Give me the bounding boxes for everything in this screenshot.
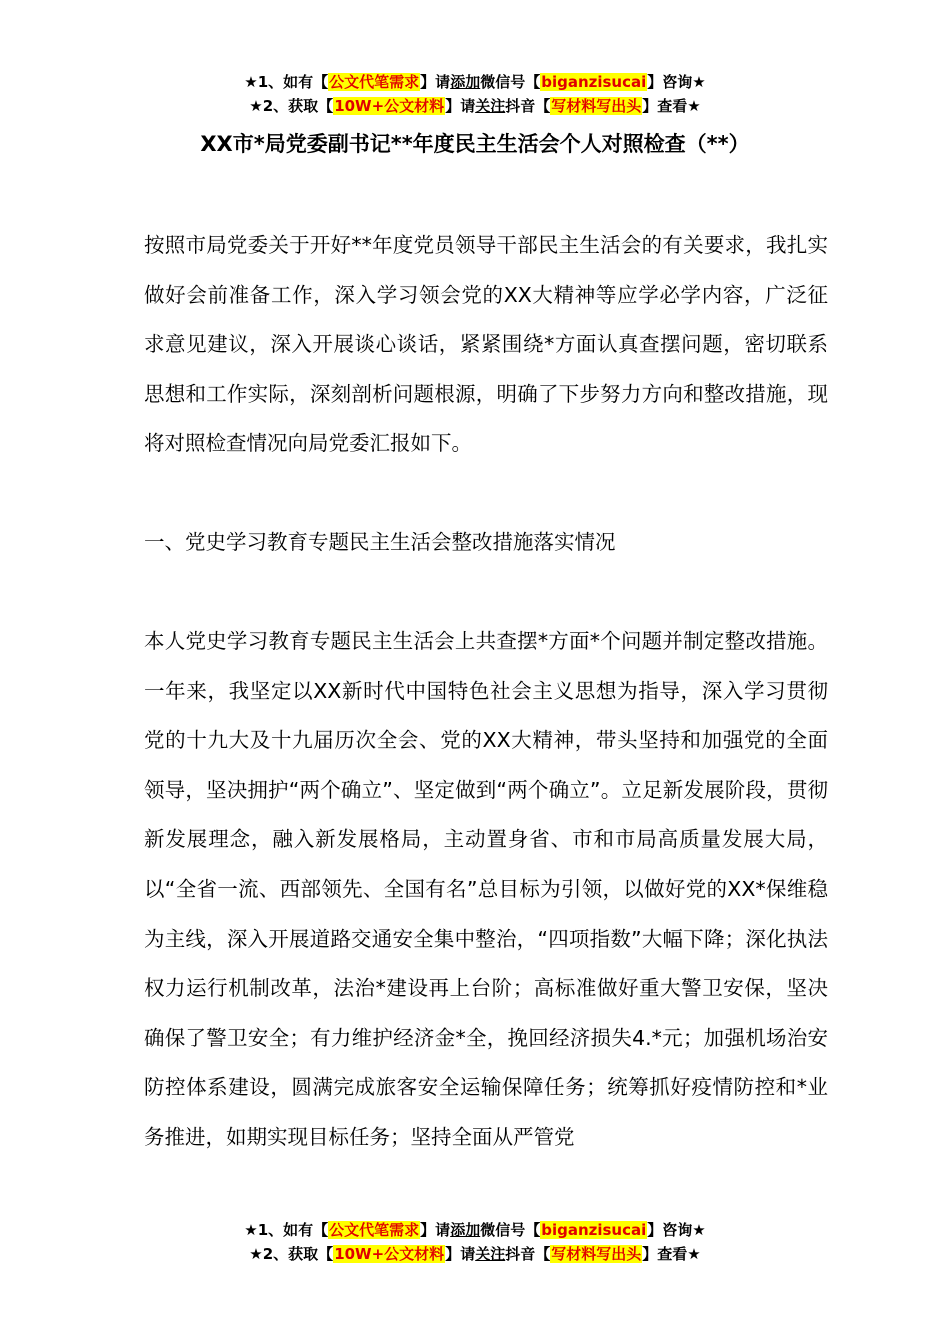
- highlight-wechat-id: biganzisucai: [541, 73, 647, 91]
- banner-text: 微信号【: [480, 1221, 541, 1239]
- banner-text: ★1、如有【: [244, 1221, 329, 1239]
- banner-text: ★2、获取【: [249, 1245, 334, 1263]
- section-heading: 一、党史学习教育专题民主生活会整改措施落实情况: [144, 530, 616, 554]
- banner-text: 微信号【: [480, 73, 541, 91]
- highlight-douyin: 写材料写出头: [551, 1245, 642, 1263]
- banner-emphasis: 添加: [450, 73, 481, 91]
- highlight-materials: 10W+公文材料: [334, 1245, 445, 1263]
- banner-text: ★2、获取【: [249, 97, 334, 115]
- banner-text: 抖音【: [505, 1245, 551, 1263]
- banner-emphasis: 关注: [475, 97, 506, 115]
- document-title: XX市*局党委副书记**年度民主生活会个人对照检查（**）: [200, 132, 750, 156]
- banner-text: 抖音【: [505, 97, 551, 115]
- intro-paragraph: 按照市局党委关于开好**年度党员领导干部民主生活会的有关要求，我扎实做好会前准备工作，深入学习领会党的XX大精神等应学必学内容，广泛征求意见建议，深入开展谈心谈话，紧紧围绕*方面认真查摆问题，密切联系思想和工作实际，深刻剖析问题根源，明确了下步努力方向和整改措施，现将对照检查情况向局党委汇报如下。: [144, 233, 828, 456]
- banner-text: ★1、如有【: [244, 73, 329, 91]
- banner-text: 】查看★: [642, 97, 701, 115]
- banner-text: 】请: [420, 73, 451, 91]
- highlight-douyin: 写材料写出头: [551, 97, 642, 115]
- banner-text: 】请: [445, 1245, 476, 1263]
- banner-text: 】咨询★: [647, 73, 706, 91]
- banner-line-2: [0, 94, 950, 118]
- highlight-wechat-id: biganzisucai: [541, 1221, 647, 1239]
- banner-line-1: [0, 1218, 950, 1242]
- highlight-service: 公文代笔需求: [329, 73, 420, 91]
- banner-text: 】请: [420, 1221, 451, 1239]
- banner-text: 】请: [445, 97, 476, 115]
- highlight-materials: 10W+公文材料: [334, 97, 445, 115]
- banner-text: 】查看★: [642, 1245, 701, 1263]
- section-body-paragraph: 本人党史学习教育专题民主生活会上共查摆*方面*个问题并制定整改措施。一年来，我坚定以XX新时代中国特色社会主义思想为指导，深入学习贯彻党的十九大及十九届历次全会、党的XX大精神，带头坚持和加强党的全面领导，坚决拥护“两个确立”、坚定做到“两个确立”。立足新发展阶段，贯彻新发展理念，融入新发展格局，主动置身省、市和市局高质量发展大局，以“全省一流、西部领先、全国有名”总目标为引领，以做好党的XX*保维稳为主线，深入开展道路交通安全集中整治，“四项指数”大幅下降；深化执法权力运行机制改革，法治*建设再上台阶；高标准做好重大警卫安保，坚决确保了警卫安全；有力维护经济金*全，挽回经济损失4.*元；加强机场治安防控体系建设，圆满完成旅客安全运输保障任务；统筹抓好疫情防控和*业务推进，如期实现目标任务；坚持全面从严管党: [144, 629, 828, 1149]
- banner-emphasis: 关注: [475, 1245, 506, 1263]
- highlight-service: 公文代笔需求: [329, 1221, 420, 1239]
- footer-banner: [0, 1218, 950, 1266]
- banner-emphasis: 添加: [450, 1221, 481, 1239]
- banner-line-1: [0, 70, 950, 94]
- header-banner: [0, 70, 950, 118]
- banner-line-2: [0, 1242, 950, 1266]
- banner-text: 】咨询★: [647, 1221, 706, 1239]
